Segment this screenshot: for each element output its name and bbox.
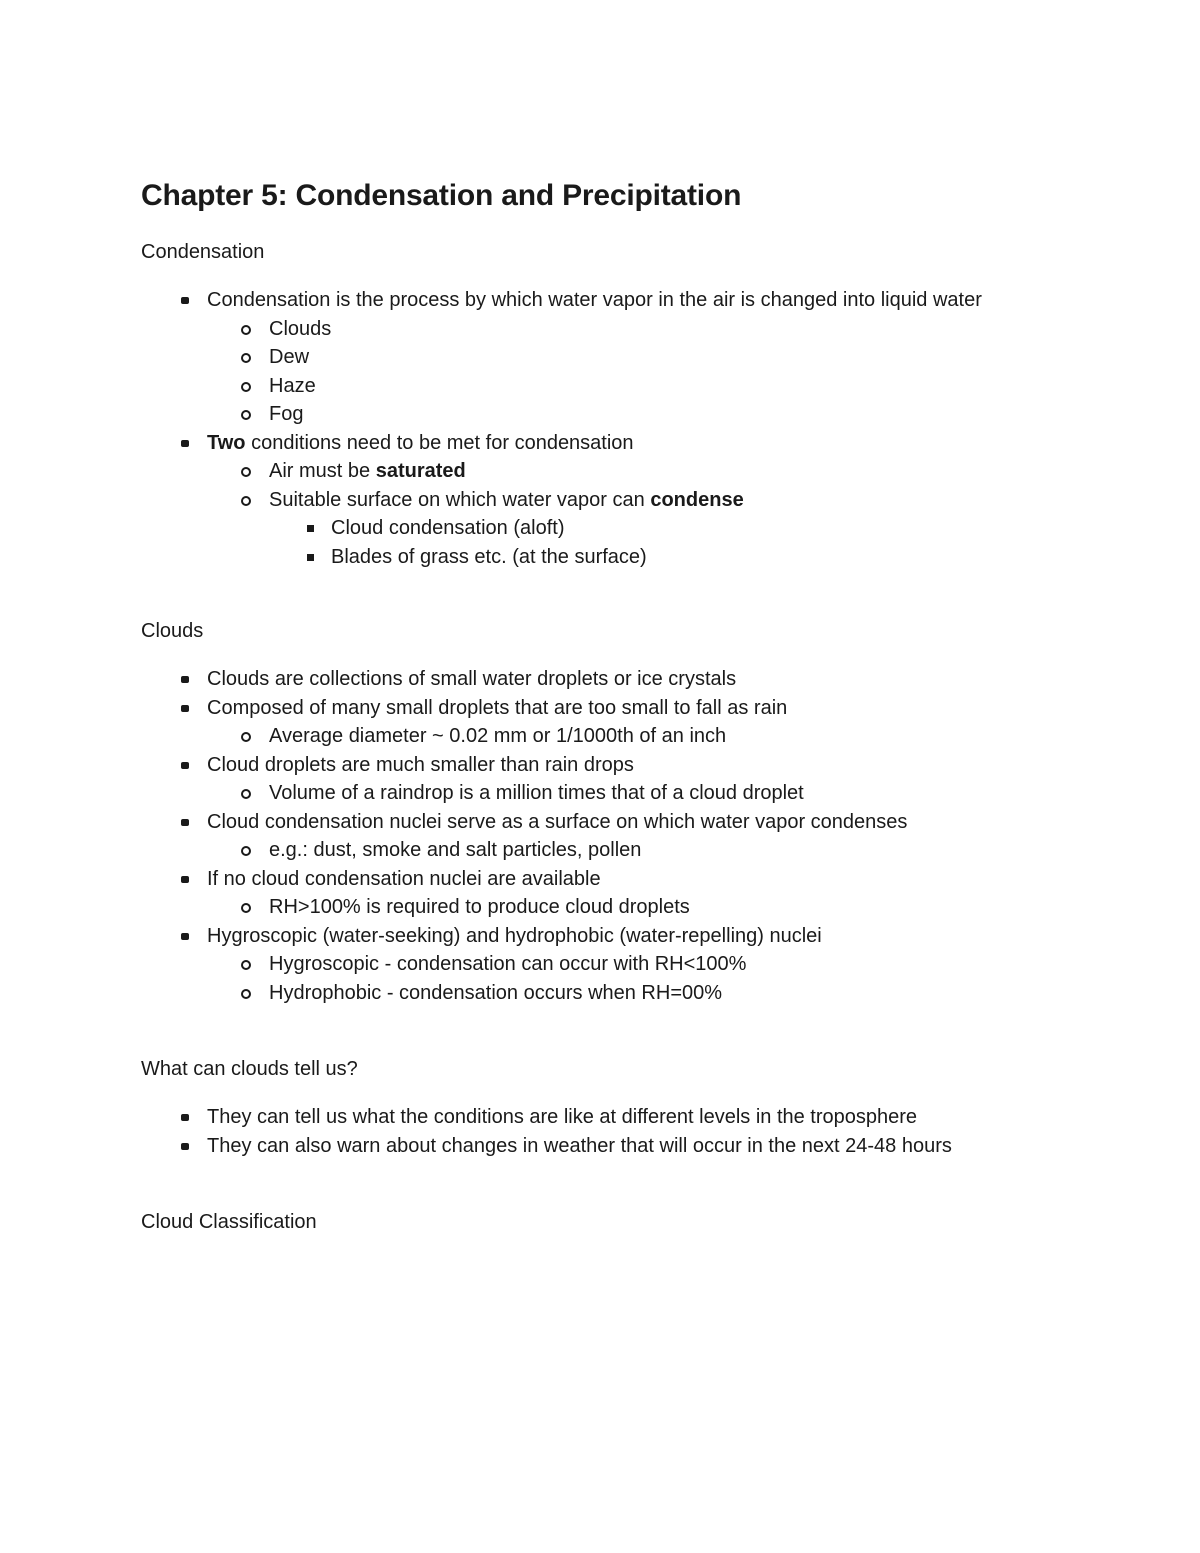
list-item (141, 865, 1081, 922)
page-title: Chapter 5: Condensation and Precipitation (141, 179, 742, 212)
circle-bullet-icon (241, 496, 251, 506)
list-item-text: Dew (269, 346, 310, 368)
circle-bullet-icon (241, 732, 251, 742)
list-item (203, 315, 1081, 344)
sub-list (203, 893, 1081, 922)
list-item (203, 343, 1081, 372)
list-item (141, 665, 1081, 694)
list-item-text: Cloud droplets are much smaller than rain drops (207, 753, 634, 776)
bold-text: Two (207, 431, 246, 454)
list-item-text: Suitable surface on which water vapor can (269, 488, 651, 511)
list-item (203, 779, 1081, 808)
sub-list (203, 722, 1081, 751)
section-heading-cloud-classification: Cloud Classification (141, 1211, 317, 1233)
list-item-text: Haze (269, 374, 316, 397)
circle-bullet-icon (241, 467, 251, 477)
list-item-text: Hygroscopic (water-seeking) and hydrophobic (water-repelling) nuclei (207, 924, 822, 947)
list-item (269, 543, 1081, 572)
list-item (203, 400, 1081, 429)
list-item-text: Hydrophobic - condensation occurs when RH=00% (269, 981, 723, 1004)
list-item-text: Blades of grass etc. (at the surface) (331, 545, 647, 568)
bullet-icon (181, 676, 189, 683)
list-item (141, 922, 1081, 1008)
document-page (141, 176, 1081, 1236)
list-item (203, 486, 1081, 572)
list-item-text: Fog (269, 403, 304, 425)
bullet-icon (181, 297, 189, 304)
section-heading-what-clouds-tell: What can clouds tell us? (141, 1058, 358, 1080)
list-item (203, 722, 1081, 751)
list-item-text: Hygroscopic - condensation can occur with RH<100% (269, 953, 747, 975)
bullet-icon (181, 876, 189, 883)
list-item-text: Clouds are collections of small water droplets or ice crystals (207, 668, 737, 690)
list-item-text: RH>100% is required to produce cloud droplets (269, 896, 690, 918)
list-item-text: e.g.: dust, smoke and salt particles, pollen (269, 839, 642, 861)
list-item-text: Air must be (269, 460, 376, 482)
list-item (141, 1132, 1081, 1161)
list-item (141, 429, 1081, 572)
circle-bullet-icon (241, 903, 251, 913)
bullet-icon (181, 705, 189, 712)
list-item (141, 751, 1081, 808)
list-item-text: conditions need to be met for condensation (245, 431, 634, 454)
list-item-text: If no cloud condensation nuclei are available (207, 867, 601, 890)
circle-bullet-icon (241, 846, 251, 856)
circle-bullet-icon (241, 353, 251, 363)
list-item-text: Average diameter ~ 0.02 mm or 1/1000th of an inch (269, 725, 727, 747)
square-bullet-icon (307, 554, 314, 561)
list-item-text: Composed of many small droplets that are too small to fall as rain (207, 696, 788, 719)
bullet-icon (181, 819, 189, 826)
circle-bullet-icon (241, 960, 251, 970)
list-item (203, 372, 1081, 401)
list-item-text: They can also warn about changes in weather that will occur in the next 24-48 hours (207, 1134, 952, 1157)
bullet-icon (181, 440, 189, 447)
list-item (203, 836, 1081, 865)
bold-text: condense (650, 488, 744, 511)
circle-bullet-icon (241, 382, 251, 392)
condensation-list (141, 286, 1081, 571)
list-item (203, 457, 1081, 486)
circle-bullet-icon (241, 325, 251, 335)
bullet-icon (181, 1114, 189, 1121)
clouds-list (141, 665, 1081, 1007)
list-item (141, 286, 1081, 429)
list-item (203, 893, 1081, 922)
sub-sub-list (269, 514, 1081, 571)
list-item-text: Cloud condensation nuclei serve as a surface on which water vapor condenses (207, 810, 908, 833)
list-item (141, 694, 1081, 751)
list-item (141, 808, 1081, 865)
sub-list (203, 315, 1081, 429)
tell-list (141, 1103, 1081, 1160)
list-item-text: Volume of a raindrop is a million times that of a cloud droplet (269, 782, 804, 804)
bullet-icon (181, 762, 189, 769)
sub-list (203, 457, 1081, 571)
list-item-text: They can tell us what the conditions are like at different levels in the troposphere (207, 1106, 918, 1128)
list-item (203, 979, 1081, 1008)
section-heading-clouds: Clouds (141, 620, 204, 642)
sub-list (203, 779, 1081, 808)
list-item (203, 950, 1081, 979)
sub-list (203, 836, 1081, 865)
list-item-text: Condensation is the process by which water vapor in the air is changed into liquid water (207, 289, 982, 311)
list-item-text: Cloud condensation (aloft) (331, 517, 565, 539)
bullet-icon (181, 1143, 189, 1150)
circle-bullet-icon (241, 410, 251, 420)
square-bullet-icon (307, 525, 314, 532)
bold-text: saturated (375, 460, 466, 482)
sub-list (203, 950, 1081, 1007)
circle-bullet-icon (241, 989, 251, 999)
circle-bullet-icon (241, 789, 251, 799)
list-item-text: Clouds (269, 317, 332, 340)
section-heading-condensation: Condensation (141, 241, 265, 263)
list-item (269, 514, 1081, 543)
list-item (141, 1103, 1081, 1132)
bullet-icon (181, 933, 189, 940)
